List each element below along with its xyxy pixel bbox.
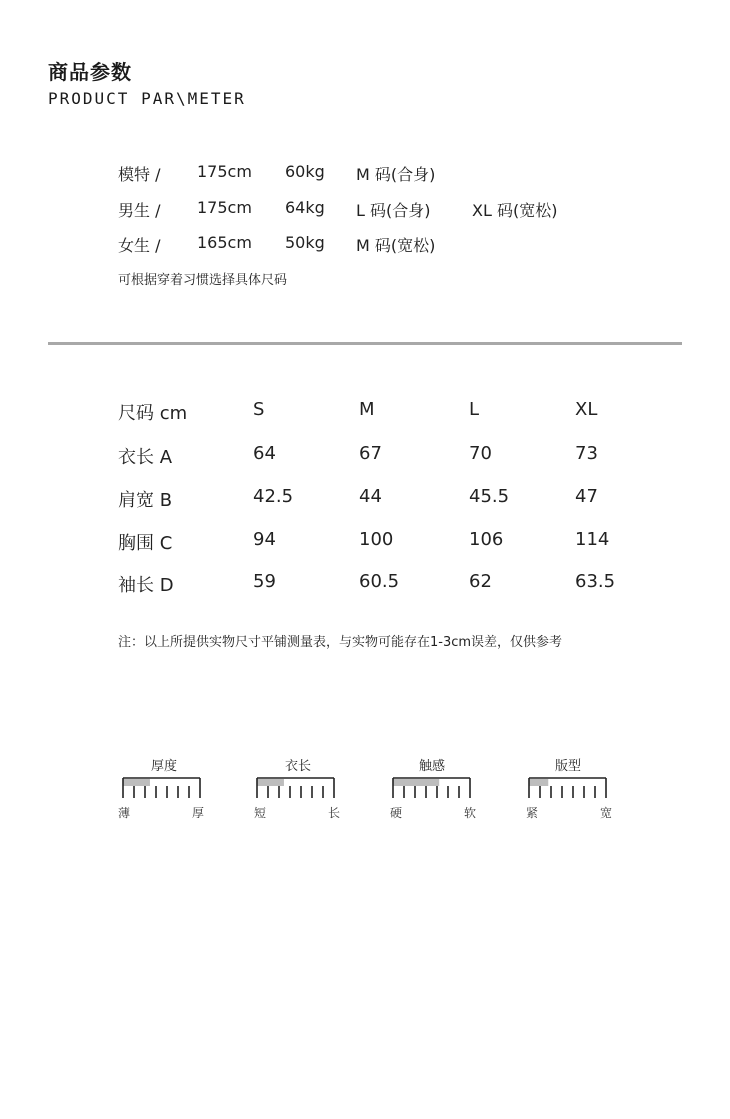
model-weight: 50kg: [285, 233, 325, 252]
scale-left-label: 紧: [526, 806, 539, 820]
model-weight: 64kg: [285, 198, 325, 217]
size-table-cell: 62: [469, 571, 492, 592]
measurement-note: 注：以上所提供实物尺寸平铺测量表，与实物可能存在1-3cm误差，仅供参考: [118, 635, 563, 650]
size-table-cell: 100: [359, 529, 394, 550]
scale-title: 触感: [418, 759, 445, 774]
size-table-header-cell: M: [359, 399, 375, 420]
model-height: 165cm: [197, 233, 252, 252]
model-label: 模特 /: [118, 165, 161, 184]
model-label: 女生 /: [118, 236, 161, 255]
size-table-cell: 59: [253, 571, 276, 592]
size-table-cell: 67: [359, 443, 382, 464]
model-note: 可根据穿着习惯选择具体尺码: [118, 273, 288, 288]
size-table-header-cell: L: [469, 399, 480, 420]
size-table-cell: 44: [359, 486, 382, 507]
size-table-cell: 衣长 A: [118, 447, 173, 468]
scale-left-label: 硬: [390, 806, 403, 820]
size-table-cell: 袖长 D: [118, 575, 174, 596]
scale-fill: [123, 779, 150, 786]
model-size-alt: XL 码(宽松): [472, 201, 558, 220]
page-subtitle: PRODUCT PAR\METER: [48, 89, 246, 108]
scale-left-label: 短: [254, 806, 267, 820]
scale-fill: [257, 779, 284, 786]
size-table-cell: 73: [575, 443, 598, 464]
scale-title: 版型: [554, 759, 581, 774]
model-weight: 60kg: [285, 162, 325, 181]
size-table-cell: 70: [469, 443, 492, 464]
scale-title: 衣长: [284, 759, 311, 774]
thickness-scale-bar: [122, 776, 202, 800]
model-size: M 码(合身): [356, 165, 436, 184]
size-table-cell: 63.5: [575, 571, 616, 592]
model-size: L 码(合身): [356, 201, 431, 220]
scale-right-label: 厚: [192, 806, 205, 820]
size-table-header-cell: XL: [575, 399, 598, 420]
model-size: M 码(宽松): [356, 236, 436, 255]
size-table-cell: 胸围 C: [118, 533, 173, 554]
scale-fill: [393, 779, 439, 786]
size-table-cell: 114: [575, 529, 610, 550]
size-table-cell: 肩宽 B: [118, 490, 173, 511]
size-table-cell: 45.5: [469, 486, 510, 507]
model-height: 175cm: [197, 198, 252, 217]
size-table-cell: 47: [575, 486, 598, 507]
texture-scale-bar: [392, 776, 472, 800]
scale-fill: [529, 779, 548, 786]
model-height: 175cm: [197, 162, 252, 181]
scale-title: 厚度: [150, 759, 177, 774]
size-table-cell: 42.5: [253, 486, 294, 507]
size-table-cell: 64: [253, 443, 276, 464]
scale-right-label: 长: [328, 806, 341, 820]
page-title: 商品参数: [48, 60, 132, 84]
fit-scale-bar: [528, 776, 608, 800]
size-table-cell: 94: [253, 529, 276, 550]
scale-right-label: 宽: [600, 806, 613, 820]
size-table-header-cell: S: [253, 399, 265, 420]
size-table-cell: 60.5: [359, 571, 400, 592]
size-table-header-cell: 尺码 cm: [118, 403, 188, 424]
size-table-cell: 106: [469, 529, 504, 550]
length-scale-bar: [256, 776, 336, 800]
scale-right-label: 软: [464, 806, 477, 820]
section-divider: [48, 342, 682, 345]
scale-left-label: 薄: [118, 806, 131, 820]
model-label: 男生 /: [118, 201, 161, 220]
